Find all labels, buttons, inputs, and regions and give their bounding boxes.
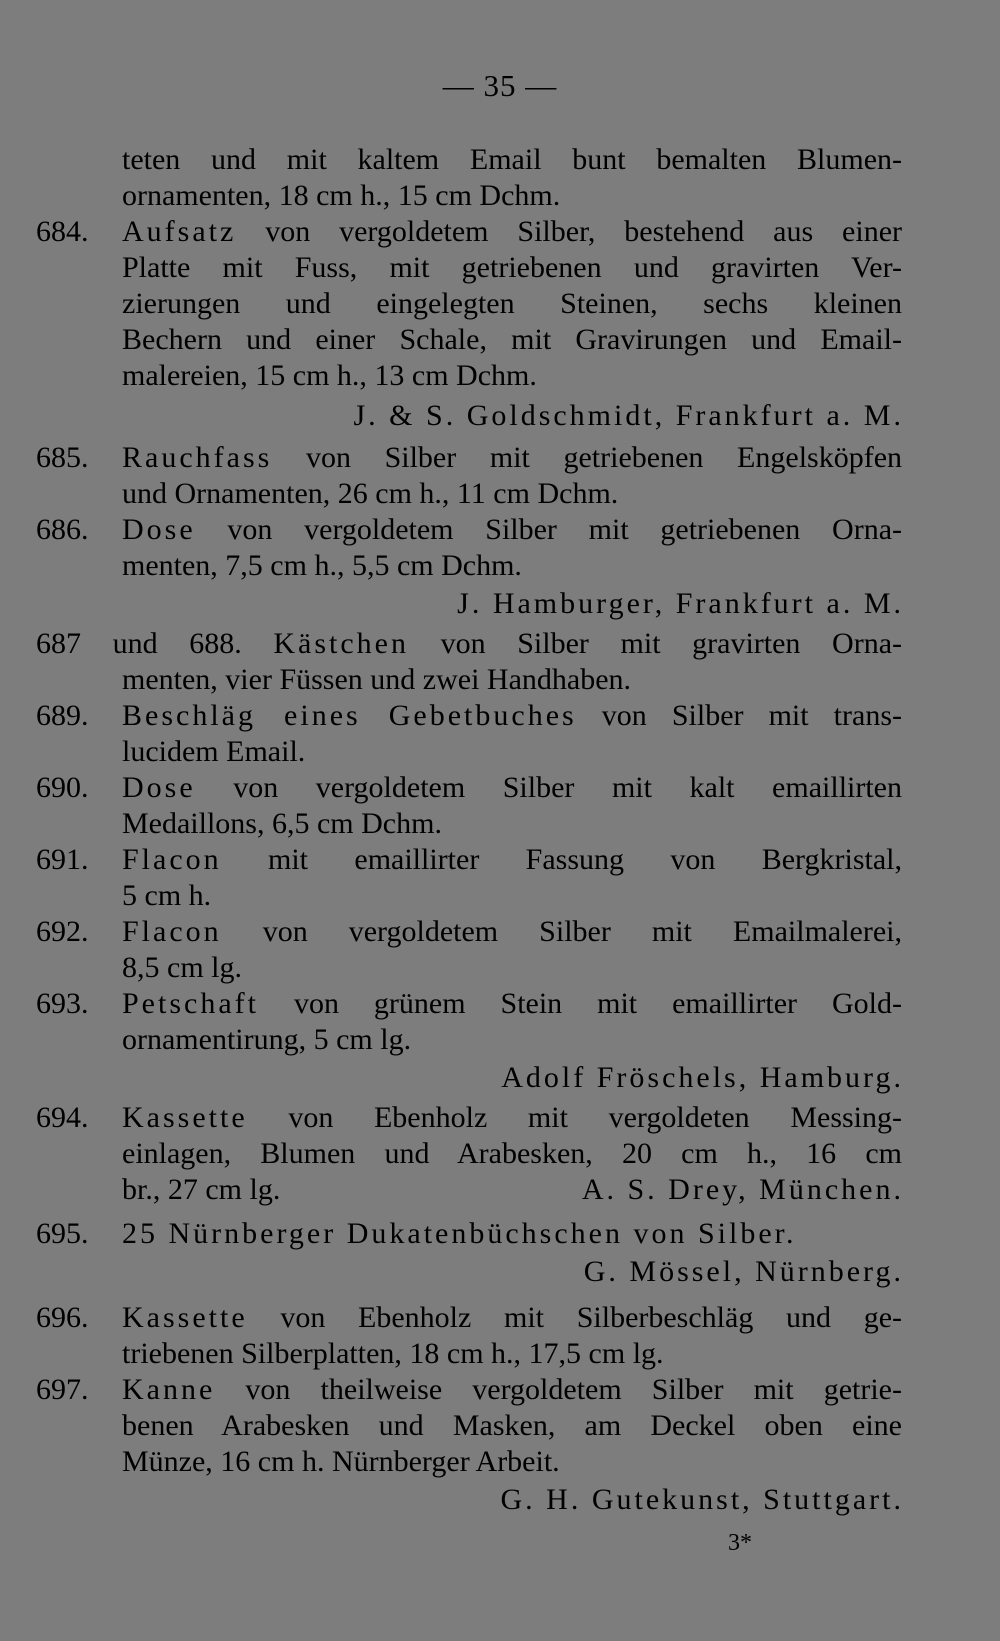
entry-text	[122, 1300, 902, 1336]
dealer-attribution: G. Mössel, Nürnberg.	[583, 1255, 904, 1288]
entry-number: 684.	[36, 215, 89, 248]
text-line: menten, 7,5 cm h., 5,5 cm Dchm.	[122, 549, 522, 582]
signature-mark: 3*	[728, 1530, 752, 1556]
dealer-attribution: A. S. Drey, München.	[581, 1173, 904, 1206]
text-line: Münze, 16 cm h. Nürnberger Arbeit.	[122, 1445, 560, 1478]
text-line: ornamentirung, 5 cm lg.	[122, 1023, 412, 1056]
entry-number: 697.	[36, 1373, 89, 1406]
text-line: ornamenten, 18 cm h., 15 cm Dchm.	[122, 179, 561, 212]
entry-text	[122, 986, 902, 1022]
entry-description: von vergoldetem Silber, bestehend aus einer	[265, 215, 902, 248]
text-line: und Ornamenten, 26 cm h., 11 cm Dchm.	[122, 477, 619, 510]
entry-description: mit emaillirter Fassung von Bergkristal,	[268, 843, 902, 876]
entry-text	[122, 440, 902, 476]
dealer-attribution: G. H. Gutekunst, Stuttgart.	[500, 1483, 904, 1516]
text-line: br., 27 cm lg.	[122, 1173, 281, 1206]
text-line: 5 cm h.	[122, 879, 212, 912]
entry-text	[122, 698, 902, 734]
entry-title: Beschläg eines Gebetbuches	[122, 699, 577, 732]
entry-description: von Ebenholz mit Silberbeschläg und ge-	[280, 1301, 903, 1334]
entry-title: Flacon	[122, 915, 222, 948]
dealer-attribution: J. & S. Goldschmidt, Frankfurt a. M.	[353, 399, 904, 432]
entry-text	[122, 512, 902, 548]
text-line: triebenen Silberplatten, 18 cm h., 17,5 cm lg.	[122, 1337, 664, 1370]
entry-number: 686.	[36, 513, 89, 546]
entry-number: 685.	[36, 441, 89, 474]
entry-title: Flacon	[122, 843, 222, 876]
entry-number: 689.	[36, 699, 89, 732]
text-line: Platte mit Fuss, mit getriebenen und gravirten Ver-	[122, 251, 902, 284]
text-line: Bechern und einer Schale, mit Gravirungen und Email-	[122, 323, 902, 356]
entry-description: von vergoldetem Silber mit getriebenen Orna-	[227, 513, 902, 546]
entry-title: Petschaft	[122, 987, 259, 1020]
entry-text	[122, 770, 902, 806]
text-line: teten und mit kaltem Email bunt bemalten Blumen-	[122, 143, 902, 176]
entry-text	[122, 1372, 902, 1408]
text-line: 25 Nürnberger Dukatenbüchschen von Silber.	[122, 1217, 797, 1250]
entry-title: Kassette	[122, 1101, 248, 1134]
text-line: benen Arabesken und Masken, am Deckel oben eine	[122, 1409, 902, 1442]
entry-number: 692.	[36, 915, 89, 948]
entry-text	[122, 214, 902, 250]
text-line: malereien, 15 cm h., 13 cm Dchm.	[122, 359, 537, 392]
entry-title: Dose	[122, 771, 196, 804]
entry-number: 691.	[36, 843, 89, 876]
entry-description: von Ebenholz mit vergoldeten Messing-	[288, 1101, 903, 1134]
entry-title: Kanne	[122, 1373, 216, 1406]
entry-description: von vergoldetem Silber mit Emailmalerei,	[262, 915, 903, 948]
entry-number: 694.	[36, 1101, 89, 1134]
entry-title: Kästchen	[273, 627, 409, 660]
entry-number: 696.	[36, 1301, 89, 1334]
text-line: einlagen, Blumen und Arabesken, 20 cm h., 16 cm	[122, 1137, 902, 1170]
entry-description: von Silber mit trans-	[601, 699, 902, 732]
entry-number: 695.	[36, 1217, 89, 1250]
text-line: 8,5 cm lg.	[122, 951, 242, 984]
text-line: lucidem Email.	[122, 735, 306, 768]
entry-description: von vergoldetem Silber mit kalt emaillirten	[233, 771, 903, 804]
entry-text	[122, 842, 902, 878]
entry-description: von theilweise vergoldetem Silber mit getrie-	[245, 1373, 902, 1406]
dealer-attribution: J. Hamburger, Frankfurt a. M.	[457, 587, 904, 620]
entry-number: 690.	[36, 771, 89, 804]
dealer-attribution: Adolf Fröschels, Hamburg.	[501, 1061, 904, 1094]
entry-title: Dose	[122, 513, 196, 546]
text-line: zierungen und eingelegten Steinen, sechs kleinen	[122, 287, 902, 320]
entry-title: Rauchfass	[122, 441, 273, 474]
entry-number: 693.	[36, 987, 89, 1020]
entry-text	[122, 1100, 902, 1136]
entry-description: von grünem Stein mit emaillirter Gold-	[293, 987, 902, 1020]
entry-description: von Silber mit gravirten Orna-	[440, 627, 903, 660]
page-number-header: — 35 —	[442, 68, 558, 103]
entry-text	[36, 626, 902, 662]
text-line: menten, vier Füssen und zwei Handhaben.	[122, 663, 632, 696]
entry-title: Kassette	[122, 1301, 248, 1334]
entry-text	[122, 914, 902, 950]
entry-number: 687 und 688.	[36, 627, 242, 660]
entry-title: Aufsatz	[122, 215, 237, 248]
entry-description: von Silber mit getriebenen Engelsköpfen	[305, 441, 903, 474]
text-line: Medaillons, 6,5 cm Dchm.	[122, 807, 442, 840]
